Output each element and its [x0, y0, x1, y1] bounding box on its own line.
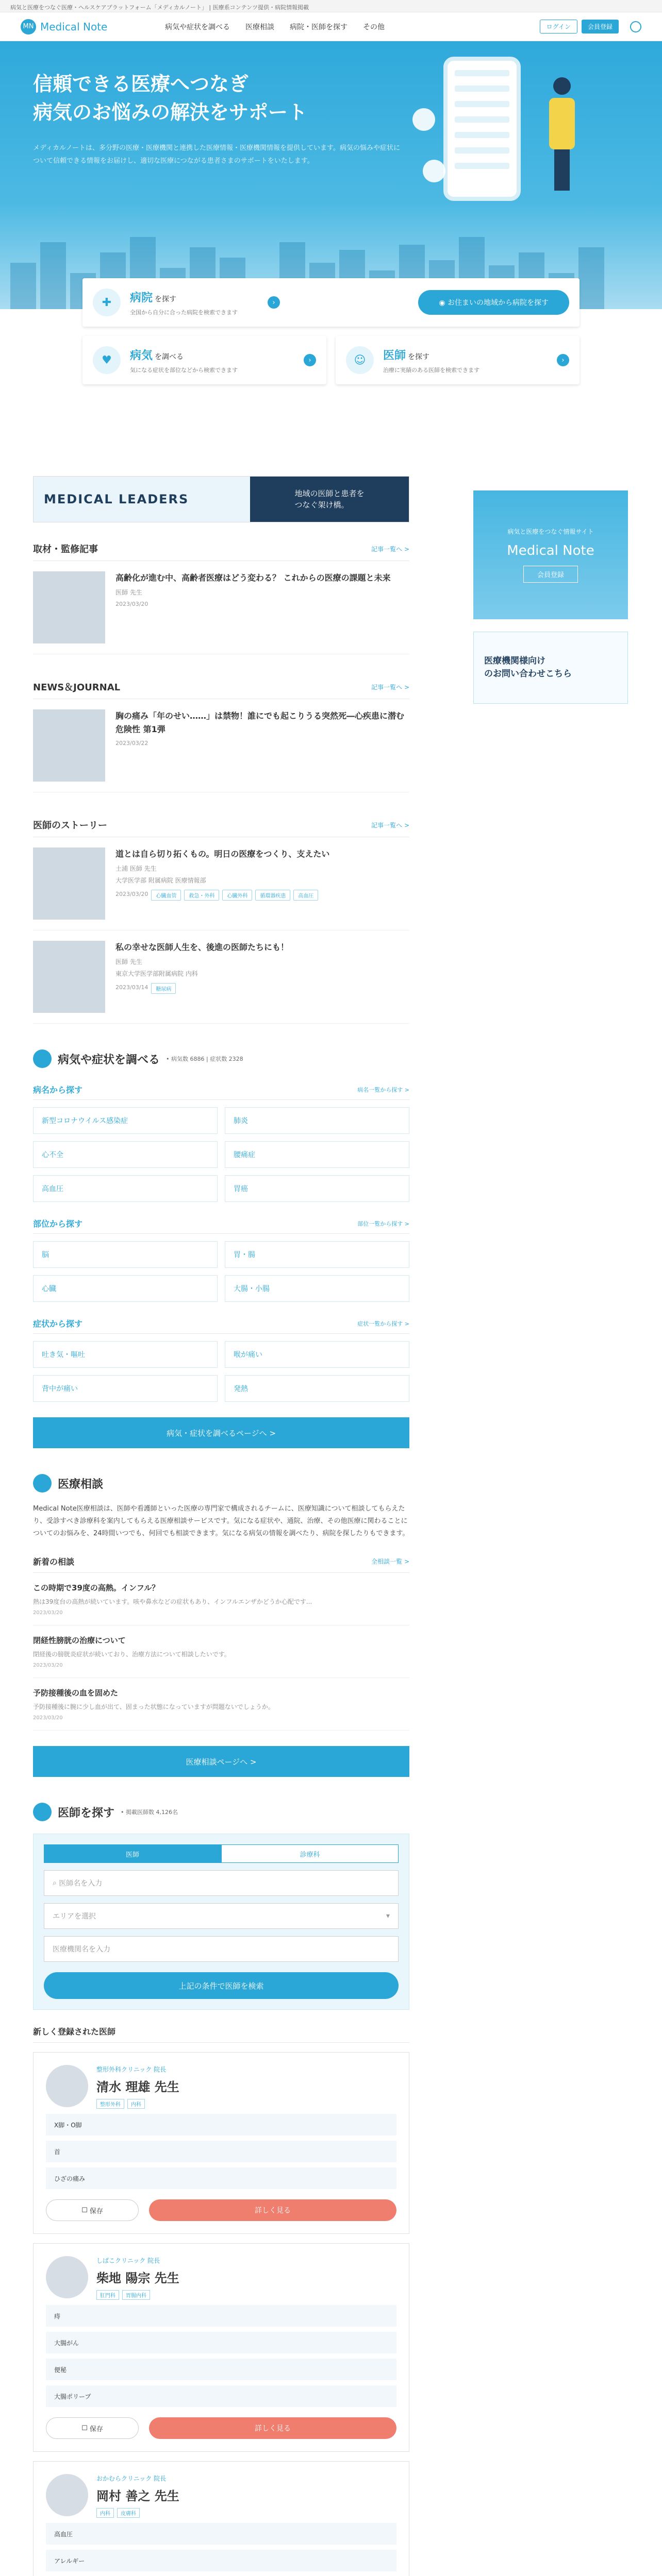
doctor-section-title: 医師を探す: [58, 1806, 115, 1820]
doctor-section-icon: [33, 1803, 52, 1821]
consult-section-title: 医療相談: [58, 1478, 104, 1491]
story-item[interactable]: 道とは自ら切り拓くもの。明日の医療をつくり、支えたい 土浦 医師 先生 大学医学部 附属病院 医療情報部 2023/03/20 心臓血管 救急・外科 心臓外科 循環器疾患 高血圧: [33, 837, 409, 930]
area-select[interactable]: エリアを選択 ▾: [44, 1903, 399, 1929]
disease-link[interactable]: 心不全: [33, 1141, 218, 1168]
hero: [0, 41, 662, 309]
stethoscope-icon: ♥: [93, 346, 121, 374]
sidebar: [473, 490, 628, 704]
doctor-name-input[interactable]: ⌕ 医師名を入力: [44, 1870, 399, 1896]
detail-button[interactable]: 詳しく見る: [149, 2199, 396, 2221]
stories-more-link[interactable]: 記事一覧へ >: [371, 821, 409, 829]
doctor-card: 整形外科クリニック 院長 清水 理雄 先生 整形外科 内科 X脚・O脚 首 ひざの痛み ☐ 保存 詳しく見る: [33, 2052, 409, 2234]
disease-section-title: 病気や症状を調べる: [58, 1053, 160, 1066]
location-search-button[interactable]: ◉ お住まいの地域から病院を探す: [418, 290, 569, 315]
interviews-more-link[interactable]: 記事一覧へ >: [371, 545, 409, 553]
article-thumbnail: [33, 709, 105, 782]
register-button[interactable]: 会員登録: [582, 20, 619, 33]
part-list-link[interactable]: 部位一覧から探す >: [357, 1220, 409, 1227]
nav-item-find[interactable]: 病院・医師を探す: [290, 23, 347, 31]
symptom-link[interactable]: 喉が痛い: [225, 1341, 409, 1368]
article-item[interactable]: 胸の痛み「年のせい……」は禁物！誰にでも起こりうる突然死―心疾患に潜む危険性 第1弾 2023/03/22: [33, 699, 409, 792]
article-thumbnail: [33, 571, 105, 643]
doctor-card: おかむらクリニック 院長 岡村 善之 先生 内科 皮膚科 高血圧 アレルギー: [33, 2461, 409, 2576]
article-item[interactable]: 高齢化が進む中、高齢者医療はどう変わる？ これからの医療の課題と未来 医師 先生 2023/03/20: [33, 561, 409, 654]
consult-item[interactable]: この時期で39度の高熱。インフル？ 熱は39度台の高熱が続いています。咳や鼻水などの症状もあり、インフルエンザかどうか心配です... 2023/03/20: [33, 1573, 409, 1625]
site-header: [0, 12, 662, 41]
top-strip: 病気と医療をつなぐ医療・ヘルスケアプラットフォーム「メディカルノート」 | 医療系コンテンツ提供・病院情報掲載: [0, 0, 662, 12]
disease-card-sub: 気になる症状を部位などから検索できます: [130, 366, 238, 374]
consult-section-icon: [33, 1474, 52, 1493]
chevron-right-icon: ›: [557, 354, 569, 366]
disease-link[interactable]: 肺炎: [225, 1107, 409, 1134]
symptom-link[interactable]: 発熱: [225, 1375, 409, 1402]
avatar: [46, 2065, 88, 2107]
disease-list-link[interactable]: 病名一覧から探す >: [357, 1086, 409, 1093]
nav-item-consult[interactable]: 医療相談: [245, 23, 274, 31]
symptom-link[interactable]: 背中が痛い: [33, 1375, 218, 1402]
avatar: [46, 2474, 88, 2516]
doctor-search-card[interactable]: ☺ 医師 を探す 治療に実績のある医師を検索できます ›: [336, 336, 580, 384]
nurse-bubble-icon: [423, 160, 445, 182]
hospital-name-input[interactable]: 医療機関名を入力: [44, 1936, 399, 1962]
main-nav: [165, 22, 540, 32]
medical-leaders-banner[interactable]: MEDICAL LEADERS 地域の医師と患者を つなぐ架け橋。: [33, 476, 409, 522]
disease-section-icon: [33, 1049, 52, 1068]
doctor-bubble-icon: [412, 108, 435, 131]
interviews-title: 取材・監修記事: [33, 544, 98, 555]
part-link[interactable]: 大腸・小腸: [225, 1275, 409, 1302]
site-logo[interactable]: [21, 19, 134, 35]
doctor-card-sub: 治療に実績のある医師を検索できます: [383, 366, 479, 374]
consult-item[interactable]: 予防接種後の血を固めた 予防接種後に腕に少し血が出て、固まった状態になっていますが問題ないでしょうか。 2023/03/20: [33, 1678, 409, 1731]
hero-description: メディカルノートは、多分野の医療・医療機関と連携した医療情報・医療機関情報を提供しています。病気の悩みや症状について信頼できる情報をお届けし、適切な医療につながる患者さまのサポートをいたします。: [33, 144, 401, 165]
logo-mark: MN: [21, 19, 36, 35]
consult-item[interactable]: 閉経性膀胱の治療について 閉経後の膀胱炎症状が続いており、治療方法について相談したいです。 2023/03/20: [33, 1625, 409, 1678]
part-link[interactable]: 胃・腸: [225, 1241, 409, 1268]
nav-item-disease[interactable]: 病気や症状を調べる: [165, 23, 230, 31]
tab-doctor[interactable]: 医師: [44, 1844, 221, 1863]
hospital-search-card[interactable]: ✚ 病院 を探す 全国から自分に合った病院を検索できます › ◉ お住まいの地域から病院を探す: [82, 278, 580, 327]
doctor-card: しばこクリニック 院長 柴地 陽宗 先生 肛門科 胃腸内科 痔 大腸がん 便秘 大腸ポリープ ☐ 保存 詳しく見る: [33, 2243, 409, 2452]
disease-link[interactable]: 高血圧: [33, 1175, 218, 1202]
part-link[interactable]: 脳: [33, 1241, 218, 1268]
tab-department[interactable]: 診療科: [221, 1844, 399, 1863]
save-button[interactable]: ☐ 保存: [46, 2417, 139, 2439]
disease-link[interactable]: 胃癌: [225, 1175, 409, 1202]
doctor-search-button[interactable]: 上記の条件で医師を検索: [44, 1972, 399, 1999]
phone-illustration: [443, 57, 521, 201]
news-more-link[interactable]: 記事一覧へ >: [371, 683, 409, 691]
symptom-link[interactable]: 吐き気・嘔吐: [33, 1341, 218, 1368]
logo-text: Medical Note: [40, 20, 108, 33]
symptom-list-link[interactable]: 症状一覧から探す >: [357, 1320, 409, 1327]
doctor-search-form: [33, 1834, 409, 2010]
doctor-photo: [33, 941, 105, 1013]
disease-search-card[interactable]: ♥ 病気 を調べる 気になる症状を部位などから検索できます ›: [82, 336, 326, 384]
chevron-right-icon: ›: [268, 296, 280, 309]
hospital-icon: ✚: [93, 289, 121, 316]
consult-description: Medical Note医療相談は、医師や看護師といった医療の専門家で構成されるチームに、医療知識について相談してもらえたり、受診すべき診療科を案内してもらえる医療相談サービスです。気になる症状や、通院、治療、その他医療に関わることについてのお悩みを、24時間いつでも、何回でも相談できます。気になる病気の情報を調べたり、病院を探したりもできます。: [33, 1505, 409, 1538]
detail-button[interactable]: 詳しく見る: [149, 2417, 396, 2439]
news-title: NEWS＆JOURNAL: [33, 682, 121, 693]
side-logo: Medical Note: [507, 543, 594, 558]
disease-card-title: 病気: [130, 349, 153, 362]
main-column: MEDICAL LEADERS 地域の医師と患者を つなぐ架け橋。 取材・監修記事 記事一覧へ > 高齢化が進む中、高齢者医療はどう変わる？ これからの医療の課題と未来 医師 先生 2023/03/20 NEWS＆JOURNAL 記事一覧へ > 胸の痛み「年のせい……」は禁物！誰にでも起こりうる突然死―心疾患に潜む危険性 第1弾 2023/03/22 医師のストーリー 記事一覧へ > 道とは自ら切り拓くもの。明日の医療をつくり、支えたい 土浦 医師 先生 大学医学部 附属病院 医療情報部 2023/03/20 心臓血管 救急・外科 心臓外科 循環器疾患 高血圧 私の幸せな医師人生を、後進の医師たちにも！ 医師 先生 東京大学医学部附属病院 内科 2023/03/14 糖尿病 病気や症状を調べる • 病気数 6886 | 症状数 2328 病名から探す 病名一覧から探す > 新型コロナウイルス感染症 肺炎 心不全 腰痛症 高血圧 胃癌 部位から探す 部位一覧から探す > 脳 胃・腸 心臓 大腸・小腸 症状から探す 症状一覧から探す > 吐き気・嘔吐 喉が痛い 背中が痛い 発熱 病気・症状を調べるページへ > 医療相談 Medical Note医療相談は、医師や看護師といった医療の専門家で構成されるチームに、医療知識について相談してもらえたり、受診すべき診療科を案内してもらえる医療相談サービスです。気になる症状や、通院、治療、その他医療に関わることについてのお悩みを、24時間いつでも、何回でも相談できます。気になる病気の情報を調べたり、病院を探したりもできます。 新着の相談 全相談一覧 > この時期で39度の高熱。インフル？ 熱は39度台の高熱が続いています。咳や鼻水などの症状もあり、インフルエンザかどうか心配です... 2023/03/20 閉経性膀胱の治療について 閉経後の膀胱炎症状が続いており、治療方法について相談したいです。 2023/03/20 予防接種後の血を固めた 予防接種後に腕に少し血が出て、固まった状態になっていますが問題ないでしょうか。 2023/03/20 医療相談ページへ > 医師を探す • 掲載医師数 4,126名 医師 診療科 ⌕ 医師名を入力 エリアを選択 ▾ 医療機関名を入力 上記の条件で医師を検索 新しく登録された医師 整形外科クリニック 院長 清水 理雄 先生 整形外科 内科 X脚・O脚 首 ひざの痛み ☐ 保存 詳しく見る しばこクリニック 院長 柴地 陽宗 先生 肛門科 胃腸内科 痔 大腸がん 便秘 大腸ポリープ ☐ 保存 詳しく見る おかむらクリニック 院長 岡村 善之 先生 内科 皮膚科 高血圧 アレルギー: [33, 476, 409, 2576]
hospital-card-sub: 全国から自分に合った病院を検索できます: [130, 309, 238, 316]
search-cards: [82, 278, 580, 384]
login-button[interactable]: ログイン: [540, 20, 577, 33]
doctor-card-title: 医師: [383, 349, 406, 362]
institution-contact-ad[interactable]: 医療機関様向け のお問い合わせこちら: [473, 632, 628, 704]
story-item[interactable]: 私の幸せな医師人生を、後進の医師たちにも！ 医師 先生 東京大学医学部附属病院 内科 2023/03/14 糖尿病: [33, 930, 409, 1024]
hospital-card-title: 病院: [130, 291, 153, 304]
disease-link[interactable]: 新型コロナウイルス感染症: [33, 1107, 218, 1134]
side-register-button[interactable]: 会員登録: [523, 566, 578, 583]
stories-title: 医師のストーリー: [33, 820, 107, 831]
nav-item-other[interactable]: その他: [363, 23, 385, 31]
chevron-right-icon: ›: [304, 354, 316, 366]
consult-more-link[interactable]: 全相談一覧 >: [371, 1558, 409, 1566]
member-promo[interactable]: 病気と医療をつなぐ情報サイト Medical Note 会員登録: [473, 490, 628, 619]
doctor-photo: [33, 848, 105, 920]
consult-page-button[interactable]: 医療相談ページへ >: [33, 1746, 409, 1777]
disease-page-button[interactable]: 病気・症状を調べるページへ >: [33, 1417, 409, 1448]
avatar: [46, 2256, 88, 2298]
doctor-icon: ☺: [346, 346, 374, 374]
disease-link[interactable]: 腰痛症: [225, 1141, 409, 1168]
hero-title: 信頼できる医療へつなぎ 病気のお悩みの解決をサポート: [33, 73, 308, 124]
save-button[interactable]: ☐ 保存: [46, 2199, 139, 2221]
person-illustration: [547, 77, 577, 196]
part-link[interactable]: 心臓: [33, 1275, 218, 1302]
chevron-down-icon: ▾: [386, 1912, 390, 1921]
search-icon[interactable]: [630, 21, 641, 32]
